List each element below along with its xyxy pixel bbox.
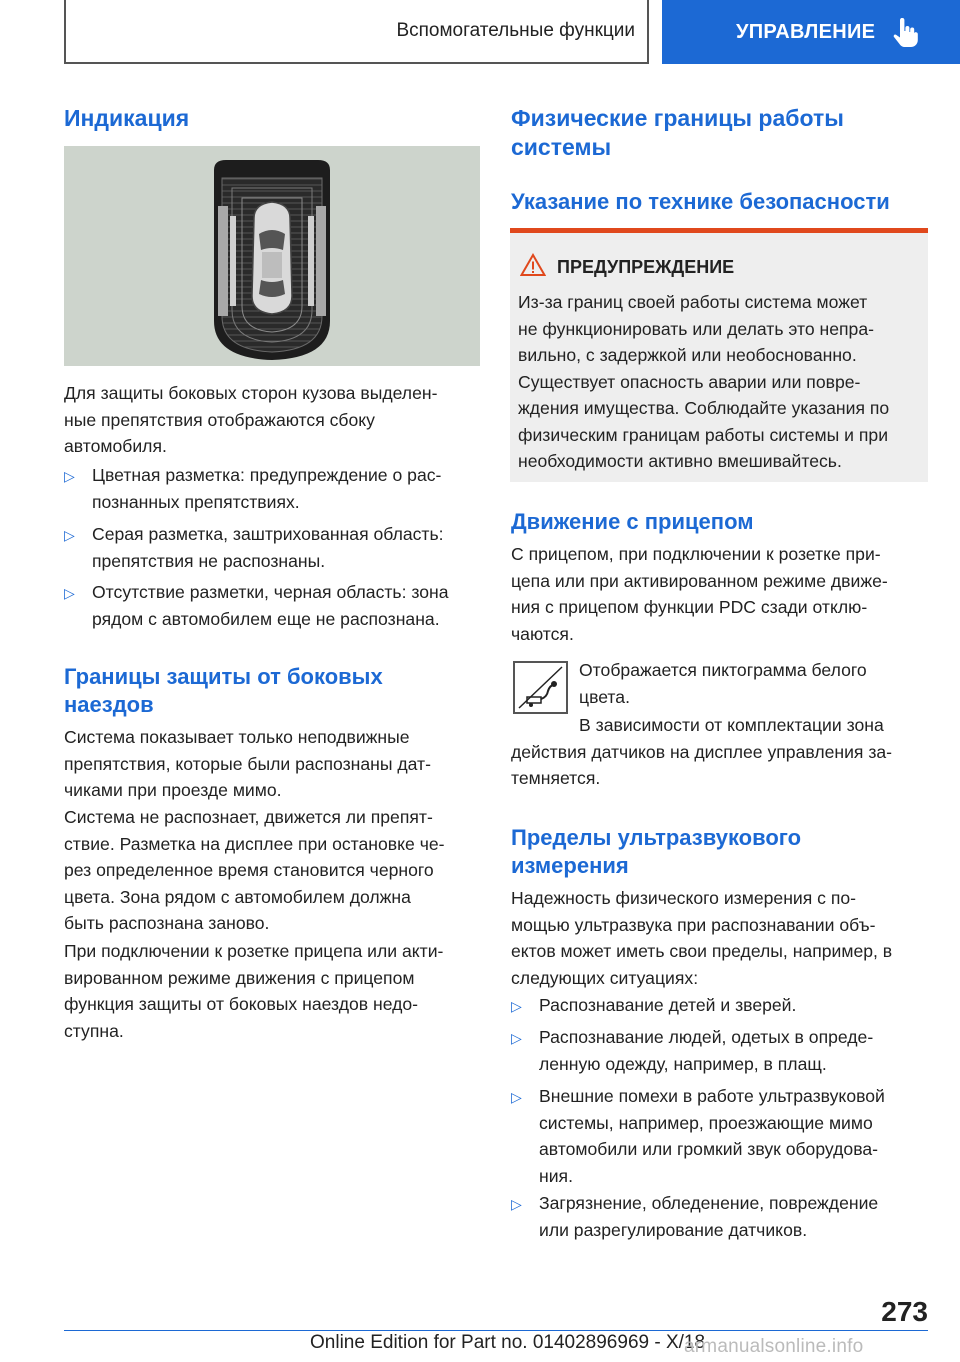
safety-note-title: Указание по технике безопасности — [511, 189, 890, 214]
text-line: ния. — [539, 1165, 573, 1186]
paragraph — [64, 804, 484, 937]
paragraph — [511, 885, 931, 991]
ultrasonic-limits-title — [511, 824, 931, 880]
image-description — [64, 380, 484, 460]
text-line: темняется. — [511, 768, 601, 788]
text-line: цвета. — [579, 686, 630, 707]
text-line: цвета. Зона рядом с автомобилем должна — [64, 886, 411, 907]
text-line: вильно, с задержкой или необоснованно. — [518, 345, 857, 365]
chapter-label: УПРАВЛЕНИЕ — [736, 20, 876, 43]
parking-view-image — [64, 146, 480, 366]
text-line: рядом с автомобилем еще не распознана. — [92, 608, 440, 629]
title-line: Физические границы работы — [511, 105, 844, 131]
text-line: Надежность физического измерения с по- — [511, 888, 857, 908]
title-line: Границы защиты от боковых — [64, 664, 383, 689]
title-line: Пределы ультразвукового — [511, 825, 802, 850]
text-line: препятствия не распознаны. — [92, 550, 326, 571]
parking-view-graphic — [64, 146, 480, 366]
side-protection-title — [64, 663, 484, 719]
text-line: действия датчиков на дисплее управления за- — [511, 741, 893, 762]
text-line: В зависимости от комплектации зона — [579, 715, 884, 735]
triangle-bullet-icon: ▷ — [64, 468, 75, 484]
triangle-bullet-icon: ▷ — [64, 527, 75, 543]
warning-text — [518, 289, 923, 475]
text-line: Распознавание детей и зверей. — [539, 995, 797, 1015]
text-line: ные препятствия отображаются сбоку — [64, 409, 375, 430]
trailer-title: Движение с прицепом — [511, 509, 754, 534]
text-line: Серая разметка, заштрихованная область: — [92, 524, 444, 544]
trailer-icon-text — [579, 657, 931, 710]
list-item — [511, 1190, 931, 1243]
footer-divider — [64, 1330, 928, 1331]
trailer-pictogram-graphic — [515, 663, 566, 712]
text-line: Из-за границ своей работы система может — [518, 292, 868, 312]
section-label: Вспомогательные функции — [396, 20, 635, 41]
list-item — [511, 1083, 931, 1189]
watermark-text: armanualsonline.info — [684, 1336, 864, 1357]
text-line: Отсутствие разметки, черная область: зона — [92, 582, 449, 602]
text-line: ния с прицепом функции PDC сзади отклю- — [511, 597, 868, 617]
text-line: быть распознана заново. — [64, 913, 270, 933]
paragraph — [511, 712, 931, 792]
page-number: 273 — [881, 1296, 928, 1327]
text-line: системы, например, проезжающие мимо — [539, 1112, 873, 1133]
text-line: чиками при проезде мимо. — [64, 780, 282, 800]
section-tab — [64, 0, 649, 64]
text-line: ждения имущества. Соблюдайте указания по — [518, 398, 890, 418]
text-line: Внешние помехи в работе ультразвуковой — [539, 1086, 885, 1106]
indication-title: Индикация — [64, 105, 190, 131]
text-line: Отображается пиктограмма белого — [579, 660, 867, 680]
text-line: автомобиля. — [64, 436, 167, 456]
triangle-bullet-icon: ▷ — [511, 1030, 522, 1046]
triangle-bullet-icon: ▷ — [511, 998, 522, 1014]
text-line: физическим границам работы системы и при — [518, 424, 889, 445]
text-line: мощью ультразвука при распознавании объ- — [511, 914, 876, 935]
text-line: или разрегулирование датчиков. — [539, 1219, 808, 1240]
text-line: познанных препятствиях. — [92, 491, 300, 512]
list-item — [511, 992, 931, 1020]
paragraph — [511, 541, 931, 647]
text-line: При подключении к розетке прицепа или акти- — [64, 941, 444, 961]
trailer-pictogram-icon — [513, 661, 568, 714]
warning-box — [510, 228, 928, 482]
triangle-bullet-icon: ▷ — [511, 1089, 522, 1105]
warning-label: ПРЕДУПРЕЖДЕНИЕ — [557, 257, 735, 277]
text-line: Система показывает только неподвижные — [64, 727, 410, 747]
text-line: ектов может иметь свои пределы, например, в — [511, 941, 893, 961]
text-line: ступна. — [64, 1020, 124, 1041]
text-line: функция защиты от боковых наездов недо- — [64, 994, 419, 1014]
title-line: наездов — [64, 692, 154, 717]
warning-triangle-icon — [520, 253, 546, 277]
text-line: рез определенное время становится черного — [64, 860, 434, 880]
title-line: системы — [511, 134, 612, 160]
text-line: цепа или при активированном режиме движе- — [511, 570, 888, 591]
chapter-tab — [662, 0, 960, 64]
list-item — [64, 579, 484, 632]
list-item — [511, 1024, 931, 1077]
text-line: Цветная разметка: предупреждение о рас- — [92, 465, 442, 485]
paragraph — [64, 724, 484, 804]
triangle-bullet-icon: ▷ — [64, 585, 75, 601]
triangle-bullet-icon: ▷ — [511, 1196, 522, 1212]
text-line: ленную одежду, например, в плащ. — [539, 1053, 827, 1074]
text-line: препятствия, которые были распознаны дат- — [64, 753, 431, 774]
list-item — [64, 462, 484, 515]
text-line: С прицепом, при подключении к розетке при- — [511, 544, 881, 564]
text-line: ствие. Разметка на дисплее при остановке че- — [64, 833, 445, 854]
title-line: измерения — [511, 853, 629, 878]
text-line: Распознавание людей, одетых в опреде- — [539, 1027, 874, 1047]
paragraph — [64, 938, 484, 1044]
text-line: вированном режиме движения с прицепом — [64, 967, 415, 988]
physical-limits-title — [511, 104, 931, 162]
edition-text: Online Edition for Part no. 01402896969 - X/18 — [310, 1332, 706, 1353]
text-line: необходимости активно вмешивайтесь. — [518, 451, 842, 471]
text-line: не функционировать или делать это непра- — [518, 318, 874, 339]
text-line: Существует опасность аварии или повре- — [518, 371, 861, 392]
text-line: Система не распознает, движется ли препят- — [64, 807, 433, 827]
text-line: чаются. — [511, 623, 574, 644]
text-line: Загрязнение, обледенение, повреждение — [539, 1193, 879, 1213]
list-item — [64, 521, 484, 574]
text-line: следующих ситуациях: — [511, 967, 699, 988]
text-line: Для защиты боковых сторон кузова выделен- — [64, 383, 438, 403]
hand-pointer-icon — [892, 18, 918, 48]
text-line: автомобили или громкий звук оборудова- — [539, 1139, 878, 1159]
